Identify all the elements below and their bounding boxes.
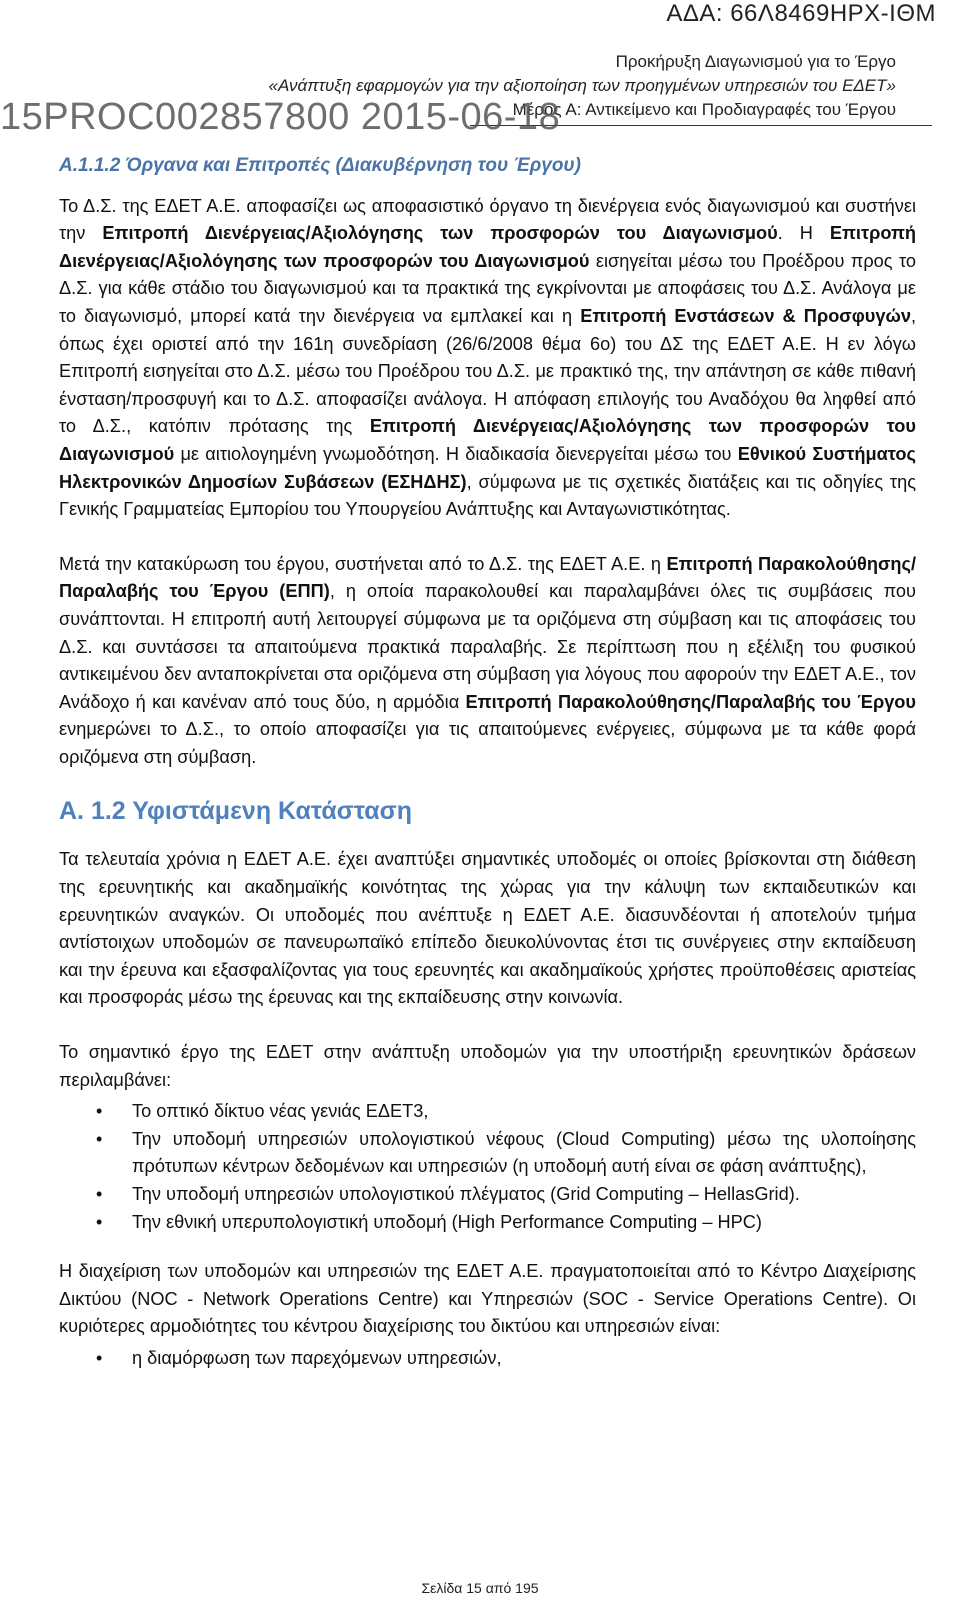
ada-code: ΑΔΑ: 66Λ8469ΗΡΧ-ΙΘΜ — [666, 0, 936, 27]
list-item: • η διαμόρφωση των παρεχόμενων υπηρεσιών, — [59, 1345, 916, 1373]
paragraph-monitoring-committee: Μετά την κατακύρωση του έργου, συστήνεται από το Δ.Σ. της ΕΔΕΤ Α.Ε. η Επιτροπή Παρακολούθησης/Παραλαβής του Έργου (ΕΠΠ), η οποία παρακολουθεί και παραλαμβάνει όλες τις συμβάσεις που συνάπτονται. Η επιτροπή αυτή λειτουργεί σύμφωνα με τα οριζόμενα στη σύμβαση και τις αποφάσεις του Δ.Σ. και συντάσσει τα απαιτούμενα πρακτικά παραλαβής. Σε περίπτωση που η εξέλιξη του φυσικού αντικειμένου δεν ανταποκρίνεται στα οριζόμενα στη σύμβαση για λόγους που αφορούν την ΕΔΕΤ Α.Ε., τον Ανάδοχο ή και κανέναν από τους δύο, η αρμόδια Επιτροπή Παρακολούθησης/Παραλαβής του Έργου ενημερώνει το Δ.Σ., το οποίο αποφασίζει για τις απαιτούμενες ενέργειες, σύμφωνα με τα κάθε φορά οριζόμενα στη σύμβαση. — [59, 553, 917, 767]
page-number: Σελίδα 15 από 195 — [421, 1580, 539, 1596]
list-item: • Την υποδομή υπηρεσιών υπολογιστικού πλέγματος (Grid Computing – HellasGrid). — [59, 1181, 916, 1209]
paragraph-noc-soc: Η διαχείριση των υποδομών και υπηρεσιών της ΕΔΕΤ Α.Ε. πραγματοποιείται από το Κέντρο Διαχείρισης Δικτύου (NOC - Network Operations Centre) και Υπηρεσιών (SOC - Service Operations Centre). Οι κυριότερες αρμοδιότητες του κέντρου διαχείρισης του δικτύου και υπηρεσιών είναι: — [59, 1261, 916, 1337]
header-line-3: Μέρος Α: Αντικείμενο και Προδιαγραφές του Έργου — [512, 100, 896, 119]
paragraph-infrastructure: Τα τελευταία χρόνια η ΕΔΕΤ Α.Ε. έχει αναπτύξει σημαντικές υποδομές οι οποίες βρίσκονται στη διάθεση της ερευνητικής και ακαδημαϊκής κοινότητας της χώρας για την κάλυψη των εκπαιδευτικών και ερευνητικών αναγκών. Οι υποδομές που ανέπτυξε η ΕΔΕΤ Α.Ε. διασυνδέονται ή αποτελούν τμήμα αντίστοιχων υποδομών σε πανευρωπαϊκό επίπεδο διευκολύνοντας έτσι τις συνέργειες στην εκπαίδευση και την έρευνα και εξασφαλίζοντας για τους ερευνητές και ακαδημαϊκούς χρήστες προϋποθέσεις αριστείας και προσφοράς μέσω της έρευνας και της εκπαίδευσης στην κοινωνία. — [59, 849, 916, 1008]
header-line-1: Προκήρυξη Διαγωνισμού για το Έργο — [615, 52, 896, 71]
paragraph-key-work: Το σημαντικό έργο της ΕΔΕΤ στην ανάπτυξη υποδομών για την υποστήριξη ερευνητικών δράσεων περιλαμβάνει: — [59, 1042, 916, 1090]
bullet-icon: • — [96, 1128, 103, 1149]
list-item: • Την υποδομή υπηρεσιών υπολογιστικού νέφους (Cloud Computing) μέσω της υλοποίησης πρότυπων κέντρων δεδομένων και υπηρεσιών (η υποδομή αυτή είναι σε φάση ανάπτυξης), — [59, 1126, 916, 1181]
header-line-2: «Ανάπτυξη εφαρμογών για την αξιοποίηση των προηγμένων υπηρεσιών του ΕΔΕΤ» — [268, 76, 896, 95]
subsection-heading: Α.1.1.2 Όργανα και Επιτροπές (Διακυβέρνηση του Έργου) — [59, 155, 581, 176]
bullet-icon: • — [96, 1347, 103, 1368]
infrastructure-list — [59, 1098, 916, 1236]
page-body — [59, 152, 916, 1395]
section-title: Α. 1.2 Υφιστάμενη Κατάσταση — [59, 797, 413, 826]
list-item: • Την εθνική υπερυπολογιστική υποδομή (High Performance Computing – HPC) — [59, 1209, 916, 1237]
responsibilities-list — [59, 1345, 916, 1373]
list-item: • Το οπτικό δίκτυο νέας γενιάς ΕΔΕΤ3, — [59, 1098, 916, 1126]
bullet-icon: • — [96, 1184, 103, 1204]
bullet-icon: • — [96, 1101, 103, 1122]
bullet-icon: • — [96, 1211, 103, 1232]
paragraph-governance: Το Δ.Σ. της ΕΔΕΤ Α.Ε. αποφασίζει ως αποφασιστικό όργανο τη διενέργεια ενός διαγωνισμού και συστήνει την Επιτροπή Διενέργειας/Αξιολόγησης των προσφορών του Διαγωνισμού. Η Επιτροπή Διενέργειας/Αξιολόγησης των προσφορών του Διαγωνισμού εισηγείται μέσω του Προέδρου προς το Δ.Σ. για κάθε στάδιο του διαγωνισμού και τα πρακτικά της εγκρίνονται με αποφάσεις του Δ.Σ. Ανάλογα με το διαγωνισμό, μπορεί κατά την διενέργεια να εμπλακεί και η Επιτροπή Ενστάσεων & Προσφυγών, όπως έχει οριστεί από την 161η συνεδρίαση (26/6/2008 θέμα 6ο) του ΔΣ της ΕΔΕΤ Α.Ε. Η εν λόγω Επιτροπή εισηγείται στο Δ.Σ. μέσω του Προέδρου του Δ.Σ. με πρακτικό της, την απάντηση σε κάθε πιθανή ένσταση/προσφυγή και το Δ.Σ. αποφασίζει ανάλογα. Η απόφαση επιλογής του Αναδόχου θα ληφθεί από το Δ.Σ., κατόπιν πρότασης της Επιτροπή Διενέργειας/Αξιολόγησης των προσφορών του Διαγωνισμού με αιτιολογημένη γνωμοδότηση. Η διαδικασία διενεργείται μέσω του Εθνικού Συστήματος Ηλεκτρονικών Δημοσίων Συβάσεων (ΕΣΗΔΗΣ), σύμφωνα με τις σχετικές διατάξεις και τις οδηγίες της Γενικής Γραμματείας Εμπορίου του Υπουργείου Ανάπτυξης και Ανταγωνιστικότητας. — [59, 195, 916, 520]
procurement-stamp: 15PROC002857800 2015-06-18 — [0, 96, 561, 138]
